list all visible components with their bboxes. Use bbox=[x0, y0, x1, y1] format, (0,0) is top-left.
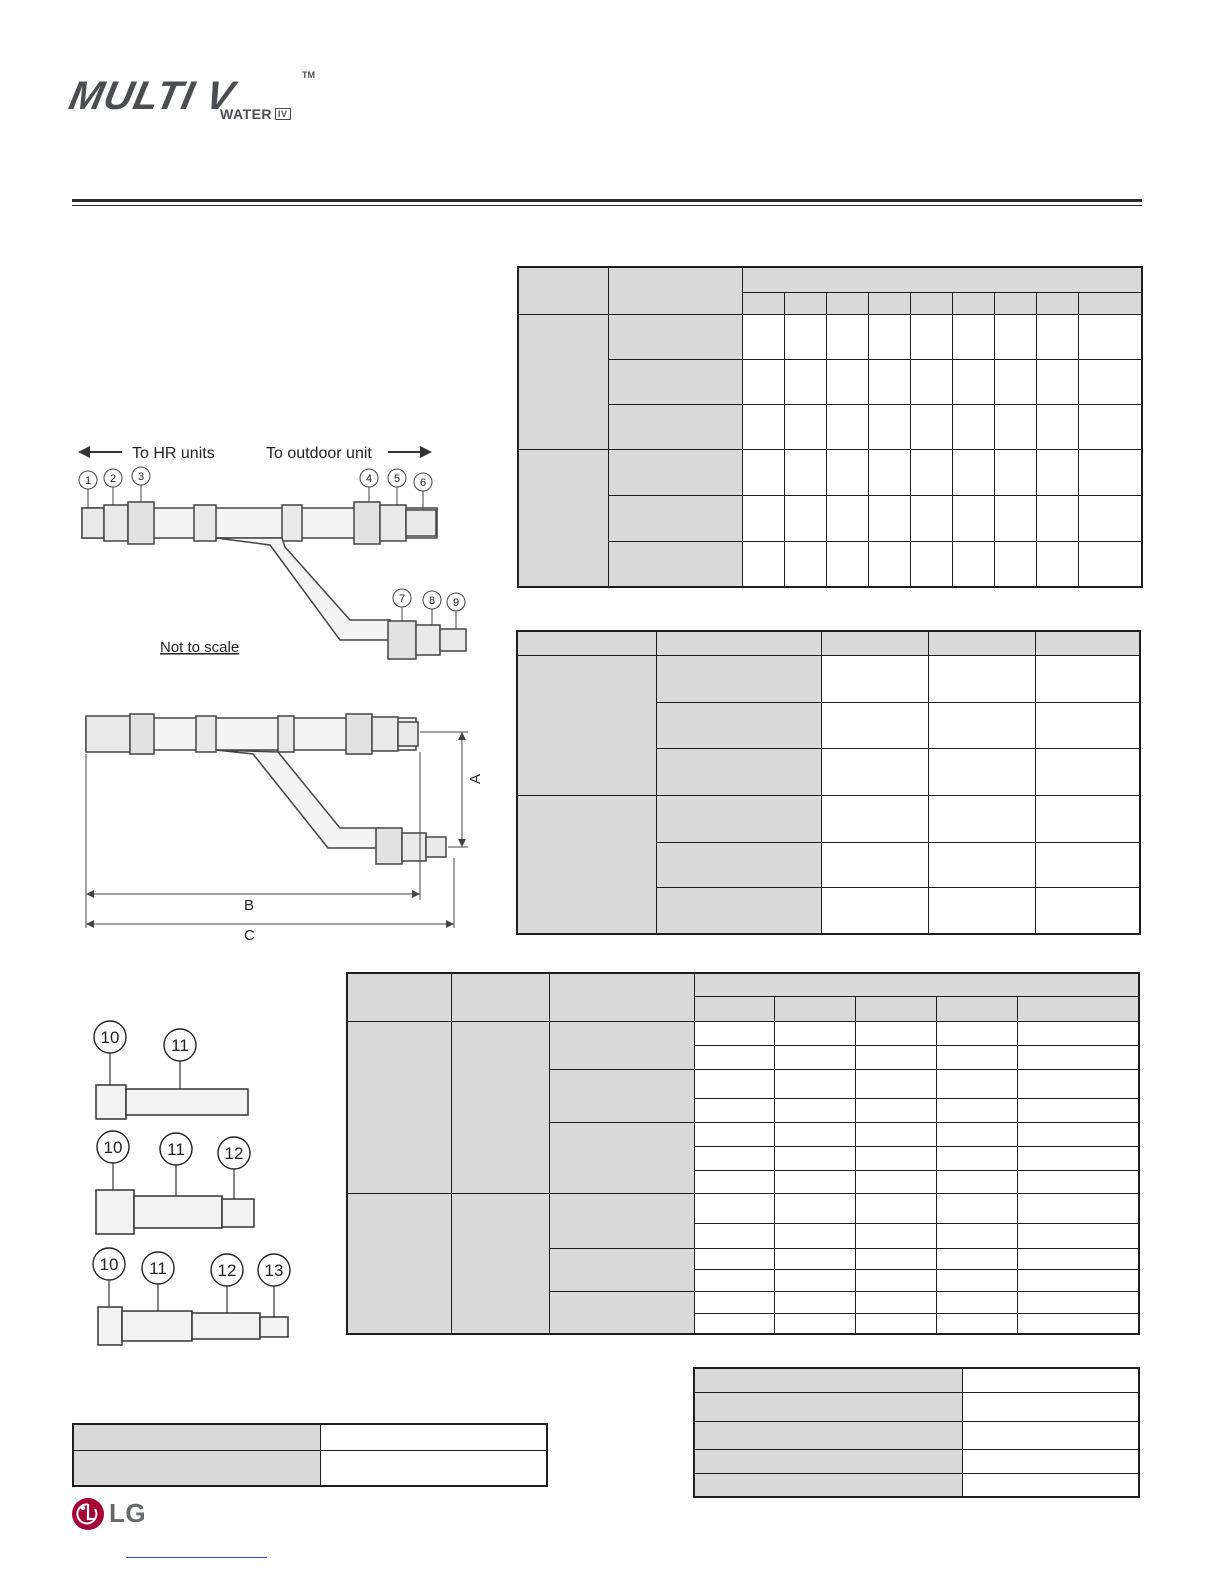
table-4 bbox=[693, 1367, 1140, 1498]
svg-text:9: 9 bbox=[452, 597, 460, 609]
y-branch-diagram bbox=[70, 435, 480, 665]
reducer-callout-10b bbox=[97, 1131, 129, 1163]
dimension-diagram bbox=[78, 708, 488, 948]
reducer-callout-10c bbox=[93, 1248, 125, 1280]
svg-text:6: 6 bbox=[419, 477, 427, 489]
t1-row-label bbox=[608, 404, 742, 449]
table-5 bbox=[72, 1423, 548, 1487]
callout-5 bbox=[388, 469, 406, 487]
logo-trademark: TM bbox=[302, 70, 315, 80]
t1-row-label bbox=[608, 495, 742, 541]
lg-face-icon bbox=[71, 1497, 105, 1531]
callout-7 bbox=[393, 589, 411, 607]
lg-wordmark: LG bbox=[109, 1498, 147, 1528]
t1-row-label bbox=[608, 314, 742, 359]
svg-text:7: 7 bbox=[398, 593, 406, 605]
right-arrow-icon bbox=[420, 446, 432, 458]
dimension-b-label: B bbox=[244, 897, 255, 914]
to-outdoor-unit-label: To outdoor unit bbox=[266, 445, 372, 462]
table-3 bbox=[346, 972, 1140, 1335]
table-2 bbox=[516, 630, 1141, 935]
header-rule-thick bbox=[72, 199, 1142, 202]
logo-sub-text: WATER IV bbox=[220, 106, 291, 122]
to-hr-units-label: To HR units bbox=[132, 445, 215, 462]
svg-text:11: 11 bbox=[149, 1259, 167, 1278]
t1-row-label bbox=[608, 449, 742, 495]
svg-text:13: 13 bbox=[264, 1261, 284, 1280]
svg-text:12: 12 bbox=[217, 1261, 237, 1280]
reducer-callout-11c bbox=[142, 1252, 174, 1284]
callout-3 bbox=[132, 467, 150, 485]
svg-text:5: 5 bbox=[393, 473, 401, 485]
svg-text:10: 10 bbox=[103, 1138, 123, 1157]
svg-text:8: 8 bbox=[428, 595, 436, 607]
lg-logo bbox=[71, 1497, 161, 1531]
t2-group-cell bbox=[517, 655, 656, 795]
svg-text:10: 10 bbox=[100, 1028, 120, 1047]
svg-text:12: 12 bbox=[224, 1144, 244, 1163]
reducer-callout-10a bbox=[94, 1021, 126, 1053]
t1-row-label bbox=[608, 359, 742, 404]
reducer-callout-12b bbox=[218, 1137, 250, 1169]
reducer-callout-11b bbox=[160, 1133, 192, 1165]
svg-text:2: 2 bbox=[109, 473, 117, 485]
svg-text:10: 10 bbox=[99, 1255, 119, 1274]
dimension-a-label: A bbox=[467, 773, 484, 784]
callout-9 bbox=[447, 593, 465, 611]
footer-link-underline[interactable] bbox=[126, 1557, 267, 1558]
table-1 bbox=[517, 266, 1143, 588]
multi-v-water-logo bbox=[65, 70, 325, 126]
t2-group-cell bbox=[517, 795, 656, 934]
logo-main-text: MULTI V bbox=[65, 74, 239, 118]
t1-header-cell bbox=[608, 267, 742, 314]
callout-2 bbox=[104, 469, 122, 487]
svg-text:1: 1 bbox=[84, 475, 92, 487]
svg-text:3: 3 bbox=[137, 471, 145, 483]
t1-group-cell bbox=[518, 314, 608, 449]
svg-text:11: 11 bbox=[171, 1036, 189, 1055]
t1-header-cell bbox=[742, 267, 1142, 292]
reducer-callout-11a bbox=[164, 1029, 196, 1061]
reducer-diagram bbox=[86, 1015, 301, 1355]
callout-1 bbox=[79, 471, 97, 489]
header-rule-thin bbox=[72, 205, 1142, 206]
callout-6 bbox=[414, 473, 432, 491]
callout-8 bbox=[423, 591, 441, 609]
t1-header-cell bbox=[518, 267, 608, 314]
reducer-callout-12c bbox=[211, 1254, 243, 1286]
svg-text:4: 4 bbox=[365, 473, 373, 485]
callout-4 bbox=[360, 469, 378, 487]
left-arrow-icon bbox=[78, 446, 90, 458]
svg-text:11: 11 bbox=[167, 1140, 185, 1159]
dimension-c-label: C bbox=[244, 927, 255, 944]
not-to-scale-note: Not to scale bbox=[160, 639, 240, 656]
t1-row-label bbox=[608, 541, 742, 587]
logo-version: IV bbox=[275, 108, 291, 120]
reducer-callout-13c bbox=[258, 1254, 290, 1286]
t1-group-cell bbox=[518, 449, 608, 587]
